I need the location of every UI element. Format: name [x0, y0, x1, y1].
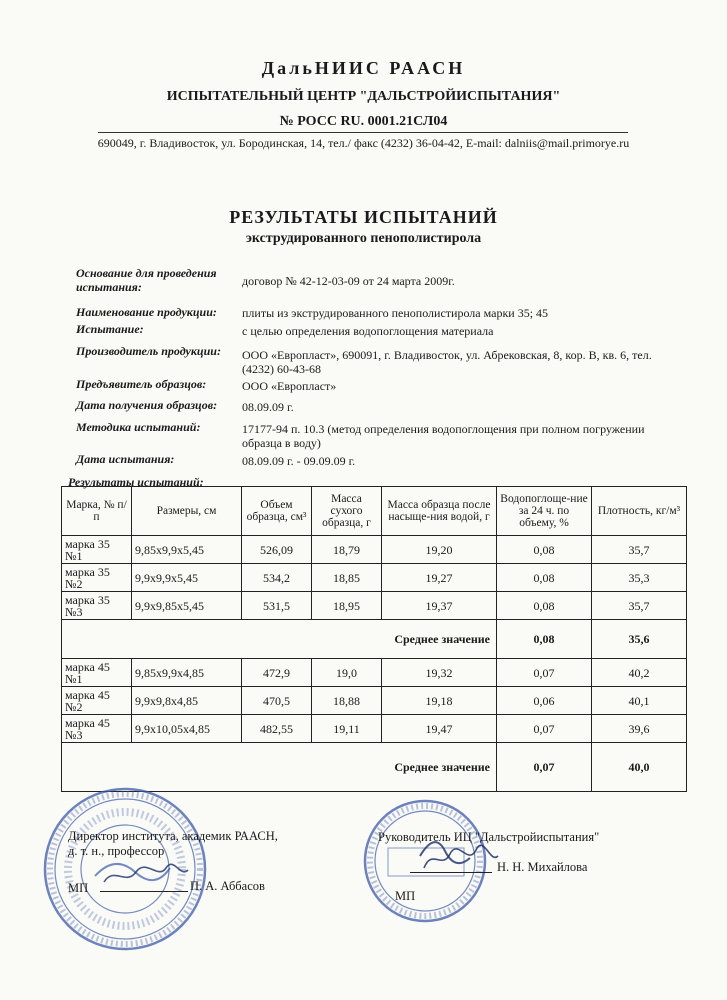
info-value-basis: договор № 42-12-03-09 от 24 марта 2009г. — [242, 274, 455, 288]
info-label-method: Методика испытаний: — [76, 420, 201, 434]
left-signatory-degree: д. т. н., профессор — [68, 844, 165, 858]
right-signatory-name: Н. Н. Михайлова — [497, 860, 588, 874]
document-subtitle: экструдированного пенополистирола — [245, 231, 482, 246]
right-signatory-title: Руководитель ИЦ "Дальстройиспытания" — [378, 830, 600, 844]
cell-density: 35,3 — [592, 564, 687, 592]
info-value-test: с целью определения водопоглощения материала — [242, 324, 494, 338]
right-handwritten-signature — [420, 844, 500, 874]
cell-density: 40,1 — [592, 687, 687, 715]
header-absorption: Водопоглоще-ние за 24 ч. по объему, % — [497, 487, 592, 536]
cell-volume: 526,09 — [242, 536, 312, 564]
average-absorption: 0,08 — [497, 620, 592, 659]
cell-saturated-mass: 19,18 — [382, 687, 497, 715]
cell-volume: 531,5 — [242, 592, 312, 620]
cell-density: 35,7 — [592, 536, 687, 564]
cell-dry-mass: 18,79 — [312, 536, 382, 564]
table-header-row — [62, 487, 687, 536]
cell-dry-mass: 18,88 — [312, 687, 382, 715]
cell-absorption: 0,08 — [497, 592, 592, 620]
info-label-test: Испытание: — [76, 322, 144, 336]
results-table — [61, 486, 687, 792]
address-line: 690049, г. Владивосток, ул. Бородинская, 14, тел./ факс (4232) 36-04-42, E-mail: dalniis@mail.primorye.ru — [97, 136, 630, 150]
info-value-manufacturer: ООО «Европласт», 690091, г. Владивосток, ул. Абрековская, 8, кор. В, кв. 6, тел. (4232) 60-43-68 — [242, 348, 652, 376]
header-volume: Объем образца, см³ — [242, 487, 312, 536]
cell-dimensions: 9,9х9,8х4,85 — [132, 687, 242, 715]
cell-dry-mass: 18,95 — [312, 592, 382, 620]
header-saturated-mass: Масса образца после насыще-ния водой, г — [382, 487, 497, 536]
cell-mark: марка 35 №2 — [62, 564, 132, 592]
cell-volume: 472,9 — [242, 659, 312, 687]
info-value-test-date: 08.09.09 г. - 09.09.09 г. — [242, 454, 356, 468]
info-label-received-date: Дата получения образцов: — [76, 398, 218, 412]
header-divider — [98, 132, 628, 133]
results-label: Результаты испытаний: — [68, 475, 204, 489]
table-row — [62, 564, 687, 592]
left-signatory-name: П. А. Аббасов — [190, 879, 265, 893]
average-density: 35,6 — [592, 620, 687, 659]
average-absorption: 0,07 — [497, 743, 592, 792]
organization-title: ДальНИИС РААСН — [261, 58, 466, 78]
cell-saturated-mass: 19,32 — [382, 659, 497, 687]
info-value-received-date: 08.09.09 г. — [242, 400, 294, 414]
table-row — [62, 659, 687, 687]
cell-saturated-mass: 19,47 — [382, 715, 497, 743]
cell-saturated-mass: 19,37 — [382, 592, 497, 620]
left-signature-line — [100, 891, 188, 892]
testing-center-title: ИСПЫТАТЕЛЬНЫЙ ЦЕНТР "ДАЛЬСТРОЙИСПЫТАНИЯ" — [166, 89, 561, 104]
cell-absorption: 0,06 — [497, 687, 592, 715]
right-stamp-mark: МП — [395, 889, 416, 903]
cell-mark: марка 45 №3 — [62, 715, 132, 743]
cell-dimensions: 9,85х9,9х4,85 — [132, 659, 242, 687]
cell-mark: марка 35 №3 — [62, 592, 132, 620]
cell-mark: марка 45 №1 — [62, 659, 132, 687]
cell-absorption: 0,07 — [497, 659, 592, 687]
table-row — [62, 687, 687, 715]
cell-density: 39,6 — [592, 715, 687, 743]
average-density: 40,0 — [592, 743, 687, 792]
info-value-method: 17177-94 п. 10.3 (метод определения водопоглощения при полном погружении образца в воду) — [242, 422, 645, 450]
average-row — [62, 620, 687, 659]
info-value-product: плиты из экструдированного пенополистирола марки 35; 45 — [242, 306, 549, 320]
cell-dimensions: 9,9х9,85х5,45 — [132, 592, 242, 620]
cell-density: 35,7 — [592, 592, 687, 620]
cell-dry-mass: 19,0 — [312, 659, 382, 687]
cell-dry-mass: 18,85 — [312, 564, 382, 592]
left-handwritten-signature — [100, 860, 190, 890]
left-signatory-title: Директор института, академик РААСН, — [68, 829, 278, 843]
info-label-product: Наименование продукции: — [76, 305, 217, 319]
average-label: Среднее значение — [62, 620, 497, 659]
cell-volume: 534,2 — [242, 564, 312, 592]
info-label-manufacturer: Производитель продукции: — [76, 344, 221, 358]
certificate-number: № РОСС RU. 0001.21СЛ04 — [279, 114, 448, 129]
cell-dimensions: 9,9х10,05х4,85 — [132, 715, 242, 743]
left-stamp-mark: МП — [68, 881, 89, 895]
cell-dimensions: 9,85х9,9х5,45 — [132, 536, 242, 564]
cell-volume: 482,55 — [242, 715, 312, 743]
info-label-basis: Основание для проведения испытания: — [76, 266, 217, 294]
cell-absorption: 0,08 — [497, 536, 592, 564]
average-label: Среднее значение — [62, 743, 497, 792]
cell-mark: марка 35 №1 — [62, 536, 132, 564]
cell-volume: 470,5 — [242, 687, 312, 715]
cell-dry-mass: 19,11 — [312, 715, 382, 743]
header-dimensions: Размеры, см — [132, 487, 242, 536]
cell-saturated-mass: 19,20 — [382, 536, 497, 564]
table-row — [62, 715, 687, 743]
cell-absorption: 0,07 — [497, 715, 592, 743]
table-row — [62, 592, 687, 620]
info-label-test-date: Дата испытания: — [76, 452, 175, 466]
header-density: Плотность, кг/м³ — [592, 487, 687, 536]
info-value-presenter: ООО «Европласт» — [242, 379, 337, 393]
cell-density: 40,2 — [592, 659, 687, 687]
table-row — [62, 536, 687, 564]
document-title: РЕЗУЛЬТАТЫ ИСПЫТАНИЙ — [229, 207, 498, 227]
cell-mark: марка 45 №2 — [62, 687, 132, 715]
cell-dimensions: 9,9х9,9х5,45 — [132, 564, 242, 592]
info-label-presenter: Предъявитель образцов: — [76, 377, 207, 391]
header-mark: Марка, № п/п — [62, 487, 132, 536]
cell-absorption: 0,08 — [497, 564, 592, 592]
cell-saturated-mass: 19,27 — [382, 564, 497, 592]
header-dry-mass: Масса сухого образца, г — [312, 487, 382, 536]
